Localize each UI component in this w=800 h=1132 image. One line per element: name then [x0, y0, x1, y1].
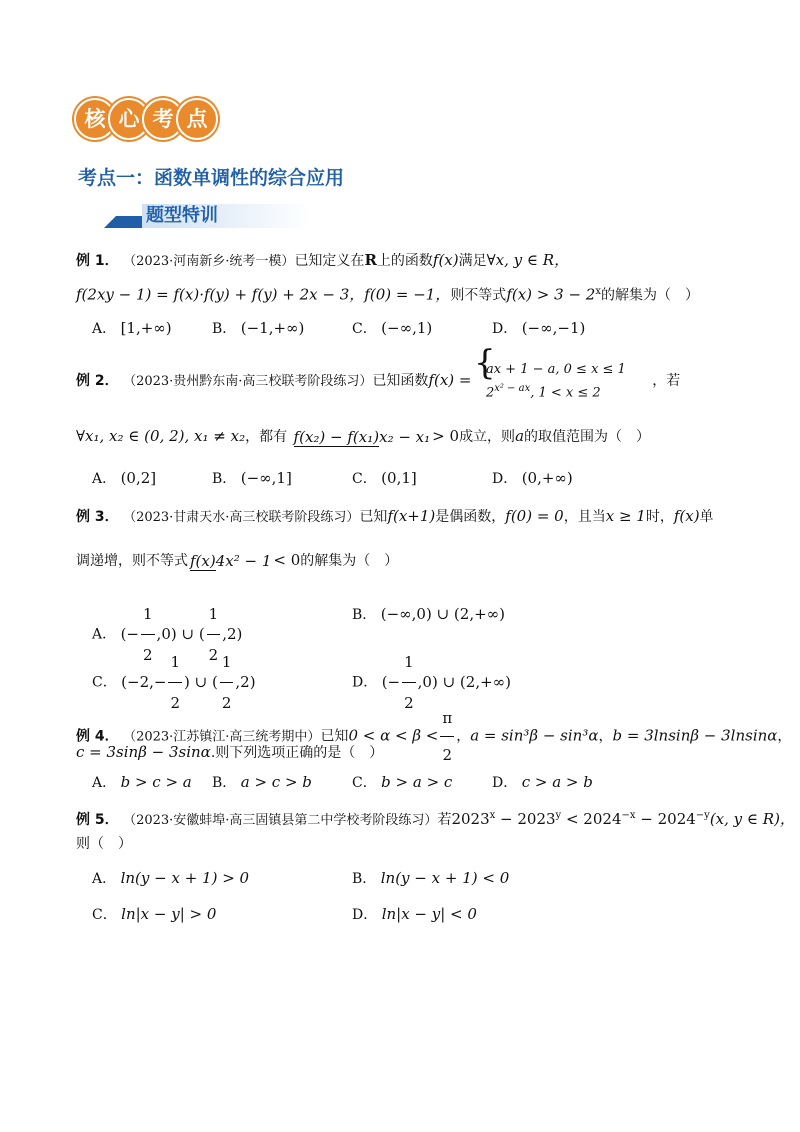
ex4-text: ， [777, 728, 792, 745]
ex2-forall: ∀x₁, x₂ ∈ (0, 2), x₁ ≠ x₂ [76, 427, 246, 445]
ex2-text: ，都有 [245, 429, 288, 445]
ex1-line2 [76, 282, 699, 306]
ex4-text: 已知 [320, 728, 349, 745]
ex2-denominator: x₂ − x₁ [379, 428, 431, 446]
ex4-text: ， [598, 728, 613, 745]
ex5-option-c [92, 904, 216, 925]
ex1-text: 则不等式 [450, 287, 507, 304]
ex3-text: 调递增，则不等式 [76, 553, 188, 569]
ex4-option-b [212, 772, 312, 793]
ex5-source: （2023·安徽蚌埠·高三固镇县第二中学校考阶段练习） [123, 813, 438, 828]
ex2-text: 已知函数 [372, 373, 429, 390]
ex3-source: （2023·甘肃天水·高三校联考阶段练习） [123, 510, 360, 525]
banner-char-2: 心 [108, 98, 150, 140]
ex4-text: ， [456, 728, 471, 745]
ex2-piece2 [486, 379, 626, 402]
option-letter: C． [352, 321, 377, 337]
option-letter: C． [92, 907, 117, 923]
frac-num: 1 [207, 594, 221, 635]
ex1-R: R [364, 251, 377, 269]
part: ,2) [235, 672, 256, 691]
ex2-option-a [92, 468, 156, 489]
option-value: (−∞,−1) [521, 319, 586, 337]
ex2-text: 的取值范围为（ ） [524, 429, 651, 445]
ex3-numerator: f(x) [190, 552, 216, 570]
ex3-fx1: f(x+1) [387, 507, 436, 525]
piece2-cond: , 1 < x ≤ 2 [530, 385, 601, 401]
ex1-equation: f(2xy − 1) = f(x)·f(y) + f(y) + 2x − 3，f(0) = −1， [76, 285, 451, 304]
frac-num: 1 [141, 594, 155, 635]
part: (− [381, 672, 401, 691]
option-value: (−1,+∞) [240, 319, 305, 337]
ex4-a: a = sin³β − sin³α [470, 726, 599, 745]
ex4-source: （2023·江苏镇江·高三统考期中） [123, 729, 321, 745]
part: ,2) [222, 624, 243, 643]
ex2-fraction [294, 419, 431, 455]
ex4-option-c [352, 772, 452, 793]
option-letter: C． [92, 674, 117, 691]
ex2-source: （2023·贵州黔东南·高三校联考阶段练习） [123, 374, 373, 390]
option-letter: A． [92, 626, 117, 643]
option-letter: C． [352, 471, 377, 487]
ex1-text: 满足 [458, 253, 487, 269]
ex2-option-d [492, 468, 573, 489]
ex4-option-a [92, 772, 192, 793]
ex2-label: 例 2． [76, 373, 119, 390]
option-value: c > a > b [521, 773, 593, 791]
ex2-piecewise [476, 360, 626, 402]
ex2-a: a [515, 427, 525, 445]
frac-den: 2 [208, 646, 219, 664]
option-value: (0,2] [120, 469, 157, 487]
ex5-option-d [352, 904, 477, 925]
part: (− [120, 624, 139, 643]
ex4-text: .则下列选项正确的是（ ） [210, 745, 384, 761]
frac-num: 1 [220, 642, 234, 683]
banner-char-4: 点 [176, 98, 218, 140]
ex2-piece1: { ax + 1 − a, 0 ≤ x ≤ 1 [485, 362, 626, 377]
ex2-numerator: f(x₂) − f(x₁) [293, 428, 380, 446]
ex1-line1 [76, 250, 569, 272]
ex5-text: 则（ ） [76, 836, 132, 852]
ex5-line2 [76, 834, 132, 854]
option-letter: B． [352, 871, 377, 887]
frac-num: 1 [168, 642, 182, 683]
banner-char-3: 考 [142, 98, 184, 140]
frac-den: 2 [221, 694, 232, 712]
pi: π [440, 700, 454, 737]
ex3-text: 是偶函数， [435, 509, 506, 525]
ex3-cond: x ≥ 1 [605, 507, 646, 525]
option-value: a > c > b [240, 773, 312, 791]
option-value [381, 653, 512, 712]
ex3-f0: f(0) = 0 [505, 507, 564, 525]
banner-char-1: 核 [74, 98, 116, 140]
ex2-line1 [76, 360, 680, 402]
ex3-text: 时， [645, 509, 674, 525]
ex1-option-b [212, 318, 304, 339]
ex1-source: （2023·河南新乡·统考一模） [123, 254, 295, 269]
ex3-denominator: 4x² − 1 [215, 552, 272, 570]
ex5-text: 若 [437, 812, 452, 828]
ex1-forall: ∀x, y ∈ R， [486, 251, 570, 269]
ex5-option-a [92, 868, 249, 889]
option-letter: A． [92, 321, 117, 337]
ex4-label: 例 4． [76, 728, 119, 745]
ex3-fraction [190, 541, 271, 581]
ex3-line1 [76, 506, 714, 528]
option-value: [1,+∞) [120, 319, 172, 337]
subhead-banner [104, 204, 314, 230]
ex2-gt: > 0 [432, 427, 460, 445]
part: (−2,− [121, 672, 167, 691]
ex5-line1 [76, 806, 795, 831]
option-letter: B． [212, 471, 237, 487]
ex1-fx: f(x) [432, 251, 459, 269]
ex2-option-b [212, 468, 292, 489]
section-title: 考点一：函数单调性的综合应用 [78, 167, 345, 189]
ex3-line2 [76, 540, 398, 581]
option-value: b > c > a [120, 773, 192, 791]
ex3-lt: < 0 [273, 551, 301, 569]
ex3-label: 例 3． [76, 509, 119, 525]
option-value: ln(y − x + 1) < 0 [380, 869, 510, 887]
piece2-exp: x² − ax [494, 383, 531, 394]
option-letter: A． [92, 471, 117, 487]
option-value: (0,1] [381, 469, 417, 487]
ex3-fx: f(x) [673, 507, 700, 525]
option-letter: D． [492, 321, 518, 337]
option-value: (−∞,0) ∪ (2,+∞) [380, 605, 506, 623]
part: ,0) ∪ ( [156, 624, 205, 643]
subhead-bar [104, 216, 144, 228]
ex1-option-c [352, 318, 432, 339]
ex4-c: c = 3sinβ − 3sinα [76, 743, 211, 761]
frac-den: 2 [143, 646, 153, 664]
ex2-text: ，若 [652, 373, 681, 390]
ex4-range: 0 < α < β < [348, 726, 439, 745]
option-letter: B． [352, 607, 377, 623]
option-letter: D． [352, 907, 378, 923]
option-letter: B． [212, 775, 237, 791]
ex3-text: ，且当 [563, 509, 606, 525]
ex1-text: 已知定义在 [294, 253, 365, 269]
option-value: (0,+∞) [521, 469, 573, 487]
ex4-option-d [492, 772, 593, 793]
option-value [121, 653, 256, 712]
core-points-banner [74, 98, 212, 138]
option-value: (−∞,1] [240, 469, 292, 487]
option-letter: C． [352, 775, 377, 791]
ex2-fx: f(x) = [428, 371, 472, 390]
part: ) ∪ ( [184, 672, 218, 691]
ex2-text: 成立，则 [459, 429, 516, 445]
option-letter: D． [352, 674, 378, 691]
ex2-line2 [76, 418, 650, 455]
option-value: ln|x − y| > 0 [121, 905, 217, 923]
ex1-exponent: x [595, 286, 601, 297]
ex1-text: 的解集为（ ） [600, 287, 699, 304]
option-letter: A． [92, 775, 117, 791]
ex3-text: 已知 [359, 509, 388, 525]
frac-den: 2 [404, 694, 414, 712]
ex4-b: b = 3lnsinβ − 3lnsinα [612, 726, 778, 745]
ex4-line2 [76, 742, 383, 763]
ex3-option-b [352, 604, 505, 625]
option-letter: D． [492, 775, 518, 791]
option-value: b > a > c [381, 773, 453, 791]
ex1-option-d [492, 318, 585, 339]
option-value: ln(y − x + 1) > 0 [120, 869, 250, 887]
ex4-pi-half [440, 700, 454, 773]
option-letter: A． [92, 871, 117, 887]
subhead-text: 题型特训 [146, 205, 218, 226]
ex3-text: 的解集为（ ） [300, 553, 399, 569]
ex5-option-b [352, 868, 509, 889]
option-value [120, 605, 243, 664]
option-value: ln|x − y| < 0 [381, 905, 477, 923]
option-letter: D． [492, 471, 518, 487]
option-value: (−∞,1) [381, 319, 433, 337]
ex3-text: 单 [699, 509, 714, 525]
ex1-text: 上的函数 [376, 253, 433, 269]
two: 2 [442, 746, 453, 764]
frac-den: 2 [170, 694, 181, 712]
ex1-inequality: f(x) > 3 − 2 [506, 285, 596, 304]
ex5-label: 例 5． [76, 812, 119, 828]
option-letter: B． [212, 321, 237, 337]
ex5-inequality: $2023^x - 2023^y < 2024^{-x} - 2024^{-y}(x$, y ∈ R)， [451, 810, 795, 828]
ex1-option-a [92, 318, 172, 339]
ex1-label: 例 1． [76, 253, 119, 269]
part: ,0) ∪ (2,+∞) [417, 672, 512, 691]
ex2-option-c [352, 468, 417, 489]
piece2-base: 2 [485, 385, 495, 401]
frac-num: 1 [402, 642, 416, 683]
